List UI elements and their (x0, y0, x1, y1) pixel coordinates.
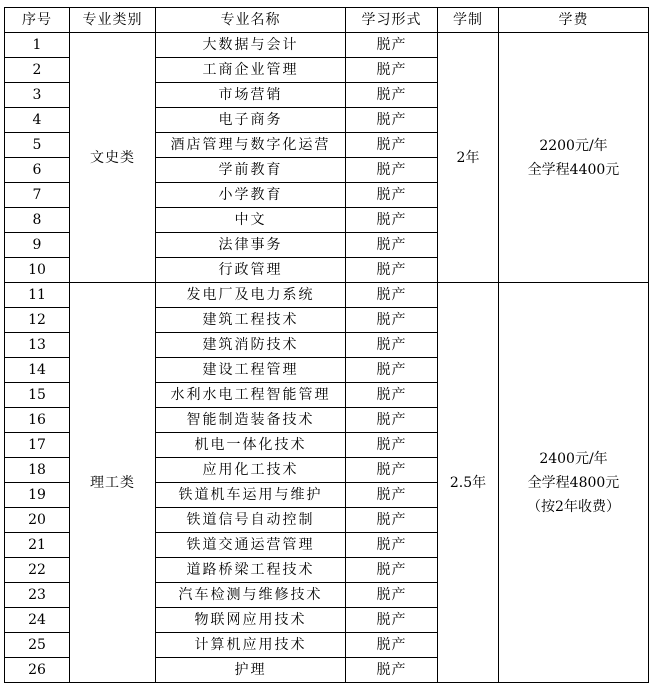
row-seq: 22 (5, 558, 70, 583)
row-major: 市场营销 (156, 83, 346, 108)
row-major: 应用化工技术 (156, 458, 346, 483)
row-major: 小学教育 (156, 183, 346, 208)
row-major: 工商企业管理 (156, 58, 346, 83)
row-major: 大数据与会计 (156, 33, 346, 58)
row-mode: 脱产 (346, 658, 438, 683)
row-major: 建设工程管理 (156, 358, 346, 383)
table-body (5, 33, 649, 683)
row-mode: 脱产 (346, 458, 438, 483)
row-major: 铁道交通运营管理 (156, 533, 346, 558)
row-mode: 脱产 (346, 383, 438, 408)
row-mode: 脱产 (346, 183, 438, 208)
row-major: 法律事务 (156, 233, 346, 258)
row-mode: 脱产 (346, 283, 438, 308)
row-mode: 脱产 (346, 108, 438, 133)
row-mode: 脱产 (346, 533, 438, 558)
row-major: 建筑工程技术 (156, 308, 346, 333)
row-major: 建筑消防技术 (156, 333, 346, 358)
fee-line: （按2年收费） (527, 498, 620, 515)
row-major: 机电一体化技术 (156, 433, 346, 458)
row-seq: 19 (5, 483, 70, 508)
row-mode: 脱产 (346, 333, 438, 358)
header-seq: 序号 (5, 8, 70, 33)
row-mode: 脱产 (346, 83, 438, 108)
row-major: 智能制造装备技术 (156, 408, 346, 433)
row-major: 中文 (156, 208, 346, 233)
header-duration: 学制 (438, 8, 499, 33)
header-fee: 学费 (499, 8, 649, 33)
row-mode: 脱产 (346, 308, 438, 333)
row-seq: 25 (5, 633, 70, 658)
row-major: 道路桥梁工程技术 (156, 558, 346, 583)
row-seq: 9 (5, 233, 70, 258)
row-mode: 脱产 (346, 558, 438, 583)
row-seq: 16 (5, 408, 70, 433)
row-mode: 脱产 (346, 408, 438, 433)
row-mode: 脱产 (346, 233, 438, 258)
row-seq: 13 (5, 333, 70, 358)
row-major: 酒店管理与数字化运营 (156, 133, 346, 158)
header-row (5, 8, 649, 33)
majors-table (4, 7, 649, 683)
row-seq: 1 (5, 33, 70, 58)
row-seq: 3 (5, 83, 70, 108)
row-major: 学前教育 (156, 158, 346, 183)
row-seq: 12 (5, 308, 70, 333)
row-mode: 脱产 (346, 133, 438, 158)
row-major: 铁道机车运用与维护 (156, 483, 346, 508)
row-seq: 15 (5, 383, 70, 408)
row-major: 护理 (156, 658, 346, 683)
row-mode: 脱产 (346, 33, 438, 58)
row-seq: 6 (5, 158, 70, 183)
row-seq: 17 (5, 433, 70, 458)
row-major: 物联网应用技术 (156, 608, 346, 633)
fee-cell (499, 33, 649, 283)
row-seq: 24 (5, 608, 70, 633)
row-major: 计算机应用技术 (156, 633, 346, 658)
fee-line: 2200元/年 (539, 137, 608, 154)
row-seq: 20 (5, 508, 70, 533)
duration-cell: 2年 (438, 33, 499, 283)
row-major: 发电厂及电力系统 (156, 283, 346, 308)
row-seq: 23 (5, 583, 70, 608)
row-seq: 5 (5, 133, 70, 158)
row-seq: 26 (5, 658, 70, 683)
row-seq: 18 (5, 458, 70, 483)
table-row (5, 33, 649, 58)
row-major: 电子商务 (156, 108, 346, 133)
row-mode: 脱产 (346, 208, 438, 233)
fee-line: 全学程4800元 (527, 474, 620, 491)
row-mode: 脱产 (346, 358, 438, 383)
row-seq: 8 (5, 208, 70, 233)
row-mode: 脱产 (346, 258, 438, 283)
row-mode: 脱产 (346, 433, 438, 458)
row-mode: 脱产 (346, 608, 438, 633)
row-major: 铁道信号自动控制 (156, 508, 346, 533)
row-seq: 7 (5, 183, 70, 208)
row-major: 汽车检测与维修技术 (156, 583, 346, 608)
row-mode: 脱产 (346, 158, 438, 183)
duration-cell: 2.5年 (438, 283, 499, 683)
header-category: 专业类别 (70, 8, 156, 33)
fee-line: 2400元/年 (539, 450, 608, 467)
fee-line: 全学程4400元 (527, 161, 620, 178)
row-mode: 脱产 (346, 483, 438, 508)
row-major: 行政管理 (156, 258, 346, 283)
row-major: 水利水电工程智能管理 (156, 383, 346, 408)
row-seq: 14 (5, 358, 70, 383)
header-mode: 学习形式 (346, 8, 438, 33)
row-seq: 4 (5, 108, 70, 133)
row-mode: 脱产 (346, 508, 438, 533)
row-mode: 脱产 (346, 633, 438, 658)
category-cell: 文史类 (70, 33, 156, 283)
category-cell: 理工类 (70, 283, 156, 683)
row-mode: 脱产 (346, 583, 438, 608)
table-row (5, 283, 649, 308)
row-mode: 脱产 (346, 58, 438, 83)
header-major: 专业名称 (156, 8, 346, 33)
row-seq: 21 (5, 533, 70, 558)
row-seq: 2 (5, 58, 70, 83)
fee-cell (499, 283, 649, 683)
row-seq: 11 (5, 283, 70, 308)
row-seq: 10 (5, 258, 70, 283)
